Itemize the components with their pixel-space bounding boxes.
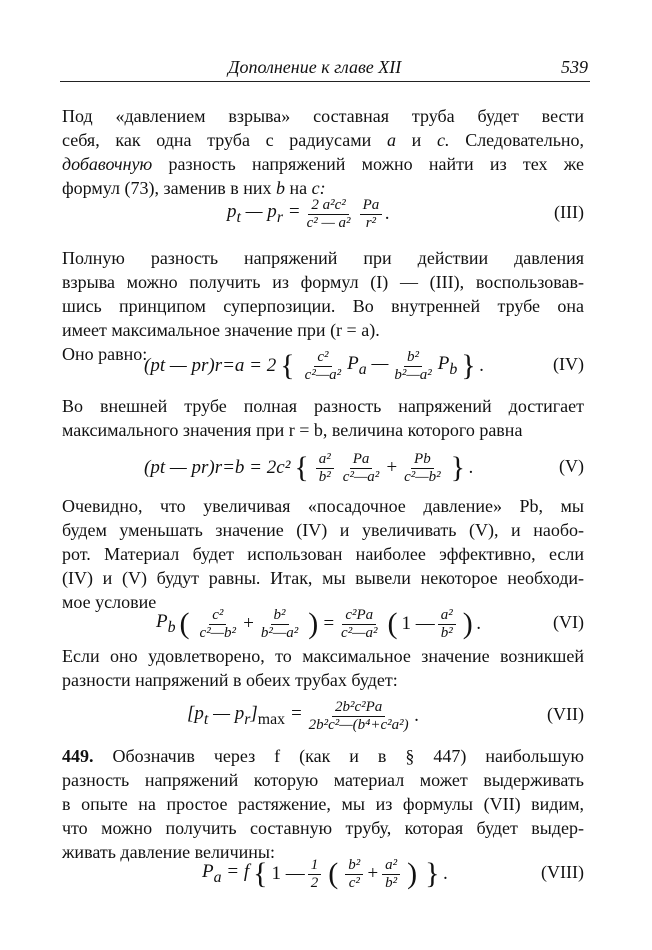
equation-number: (VIII)	[541, 862, 584, 882]
text-line: рот. Материал будет использован наиболее эффективно, если	[62, 544, 584, 564]
text-line: Оно равно:	[62, 344, 148, 364]
text-line: (IV) и (V) будут равны. Итак, мы вывели некоторое необходи-	[62, 568, 584, 588]
section-number: 449.	[62, 746, 94, 766]
text-line: Очевидно, что увеличивая «посадочное давление» Pb, мы	[62, 496, 584, 516]
text-line: Если оно удовлетворено, то максимальное значение возникшей	[62, 646, 584, 666]
text-line: разности напряжений в обеих трубах будет:	[62, 670, 398, 690]
equation-number: (III)	[554, 202, 584, 222]
text-line: взрыва можно получить из формул (I) — (III), воспользовав-	[62, 272, 584, 292]
equation-v: (pt — pr)r=b = 2c² { $\frac{\text{a²}}{\text{b²}}$ $\frac{Pa}{\text{c²—a²}}$ + $\frac{Pb}{\text{c²—b²}}$ } . (V)	[144, 450, 584, 485]
text-line: будем уменьшать значение (IV) и увеличивать (V), и наобо-	[62, 520, 584, 540]
equation-number: (V)	[559, 456, 584, 476]
text-line: что можно получить составную трубу, которая будет выдер-	[62, 818, 584, 838]
text-line: Под «давлением взрыва» составная труба будет вести	[62, 106, 584, 126]
text-line: Во внешней трубе полная разность напряжений достигает	[62, 396, 584, 416]
text-line: Полную разность напряжений при действии давления	[62, 248, 584, 268]
text-line: разность напряжений которую материал может выдерживать	[62, 770, 584, 790]
equation-number: (VII)	[547, 704, 584, 724]
text-line: максимального значения при r = b, величина которого равна	[62, 420, 523, 440]
equation-vi: $P_b$ ( $\frac{\text{c²}}{\text{c²—b²}}$ + $\frac{\text{b²}}{\text{b²—a²}}$ ) = $\frac{\text{c²Pa}}{\text{c²—a²}}$ ( 1 — $\frac{\text{a²}}{\text{b²}}$ ) . (VI)	[156, 606, 584, 641]
equation-iv: (pt — pr)r=a = 2 { $\frac{\text{c²}}{\text{c²—a²}}$ $P_a$ — $\frac{\text{b²}}{\text{b²—a²}}$ $P_b$ } . (IV)	[144, 348, 584, 383]
text-line: мое условие	[62, 592, 157, 612]
text-line: добавочную разность напряжений можно найти из тех же	[62, 154, 584, 174]
equation-viii: $P_a = f$ { 1 — $\frac{1}{2}$ ( $\frac{\text{b²}}{\text{c²}}$ + $\frac{\text{a²}}{\text{b²}}$ ) } . (VIII)	[202, 856, 584, 891]
text-line: имеет максимальное значение при (r = a).	[62, 320, 380, 340]
running-header	[60, 55, 590, 82]
equation-number: (IV)	[553, 354, 584, 374]
text-line: живать давление величины:	[62, 842, 275, 862]
text-line: шись принципом суперпозиции. Во внутренней трубе она	[62, 296, 584, 316]
equation-iii: $p_t$ — $p_r$ = $\frac{\text{2 a²c²}}{\text{c² — a²}}$ $\frac{Pa}{\text{r²}}$ . (III)	[227, 196, 584, 231]
text-line: в опыте на простое растяжение, мы из формулы (VII) видим,	[62, 794, 584, 814]
text-line: формул (73), заменив в них b на c:	[62, 178, 326, 198]
page-number: 539	[561, 57, 588, 77]
text-line: себя, как одна труба с радиусами a и c. Следовательно,	[62, 130, 585, 150]
header-title: Дополнение к главе XII	[228, 57, 402, 77]
equation-vii: [$p_t$ — $p_r]_{max}$ = $\frac{\text{2b²c²Pa}}{\text{2b²c²—(b⁴+c²a²)}}$ . (VII)	[187, 698, 584, 733]
equation-number: (VI)	[553, 612, 584, 632]
text-line: 449. Обозначив через f (как и в § 447) наибольшую	[62, 746, 585, 766]
